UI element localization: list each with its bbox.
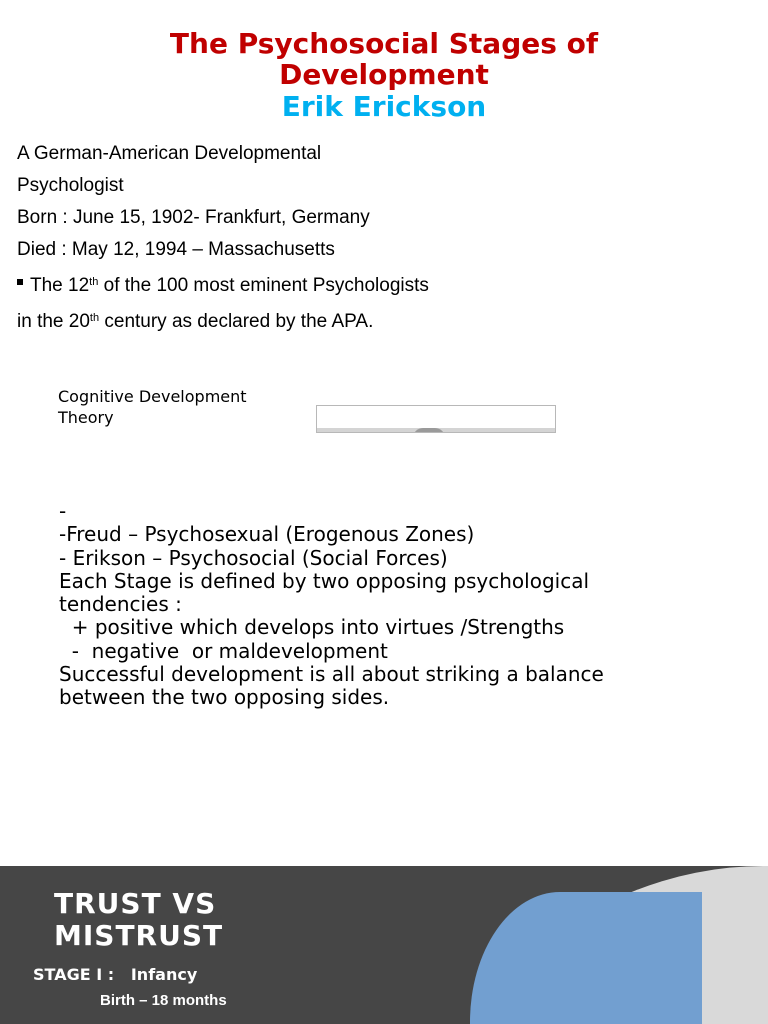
page-title: [0, 28, 768, 123]
bio-bullet-line: [17, 266, 497, 302]
theory-text: [59, 500, 739, 710]
bio-line: A German-American Developmental: [17, 143, 322, 164]
theory-line: Each Stage is defined by two opposing psychological: [59, 568, 589, 593]
decorative-blue-shape: [470, 892, 702, 1024]
bullet-icon: [17, 279, 23, 285]
stage-title-line: MISTRUST: [54, 919, 224, 952]
theory-line: between the two opposing sides.: [59, 685, 390, 710]
bio-line: [17, 302, 497, 338]
embedded-image: [316, 405, 556, 433]
stage-name: STAGE I : Infancy: [33, 965, 198, 984]
title-line-2: Development: [279, 58, 489, 91]
bio-line: Died : May 12, 1994 – Massachusetts: [17, 239, 335, 260]
author-name: Erik Erickson: [281, 90, 487, 123]
theory-line: -Freud – Psychosexual (Erogenous Zones): [59, 522, 475, 547]
bio-line: Psychologist: [17, 175, 124, 196]
bio-text: in the 20: [17, 311, 90, 332]
theory-line: + positive which develops into virtues /Strengths: [59, 615, 565, 640]
cognitive-line: Theory: [58, 408, 114, 427]
bio-text: The 12: [30, 275, 90, 296]
theory-line: -: [59, 499, 67, 523]
theory-line: tendencies :: [59, 592, 182, 617]
bio-text: century as declared by the APA.: [99, 311, 374, 332]
superscript: th: [89, 312, 100, 324]
cognitive-line: Cognitive Development: [58, 387, 247, 406]
biography: [17, 138, 497, 338]
stage-age-range: Birth – 18 months: [100, 992, 227, 1009]
title-line-1: The Psychosocial Stages of: [169, 27, 599, 60]
stage-title-line: TRUST VS: [54, 887, 217, 920]
theory-line: - negative or maldevelopment: [59, 638, 388, 663]
bio-line: Born : June 15, 1902- Frankfurt, Germany: [17, 207, 370, 228]
theory-line: Successful development is all about striking a balance: [59, 662, 604, 687]
theory-line: - Erikson – Psychosocial (Social Forces): [59, 545, 448, 570]
bio-text: of the 100 most eminent Psychologists: [98, 275, 429, 296]
stage-title: [54, 888, 223, 952]
cognitive-theory-label: [58, 386, 278, 428]
image-shape: [413, 428, 445, 433]
superscript: th: [89, 276, 99, 288]
